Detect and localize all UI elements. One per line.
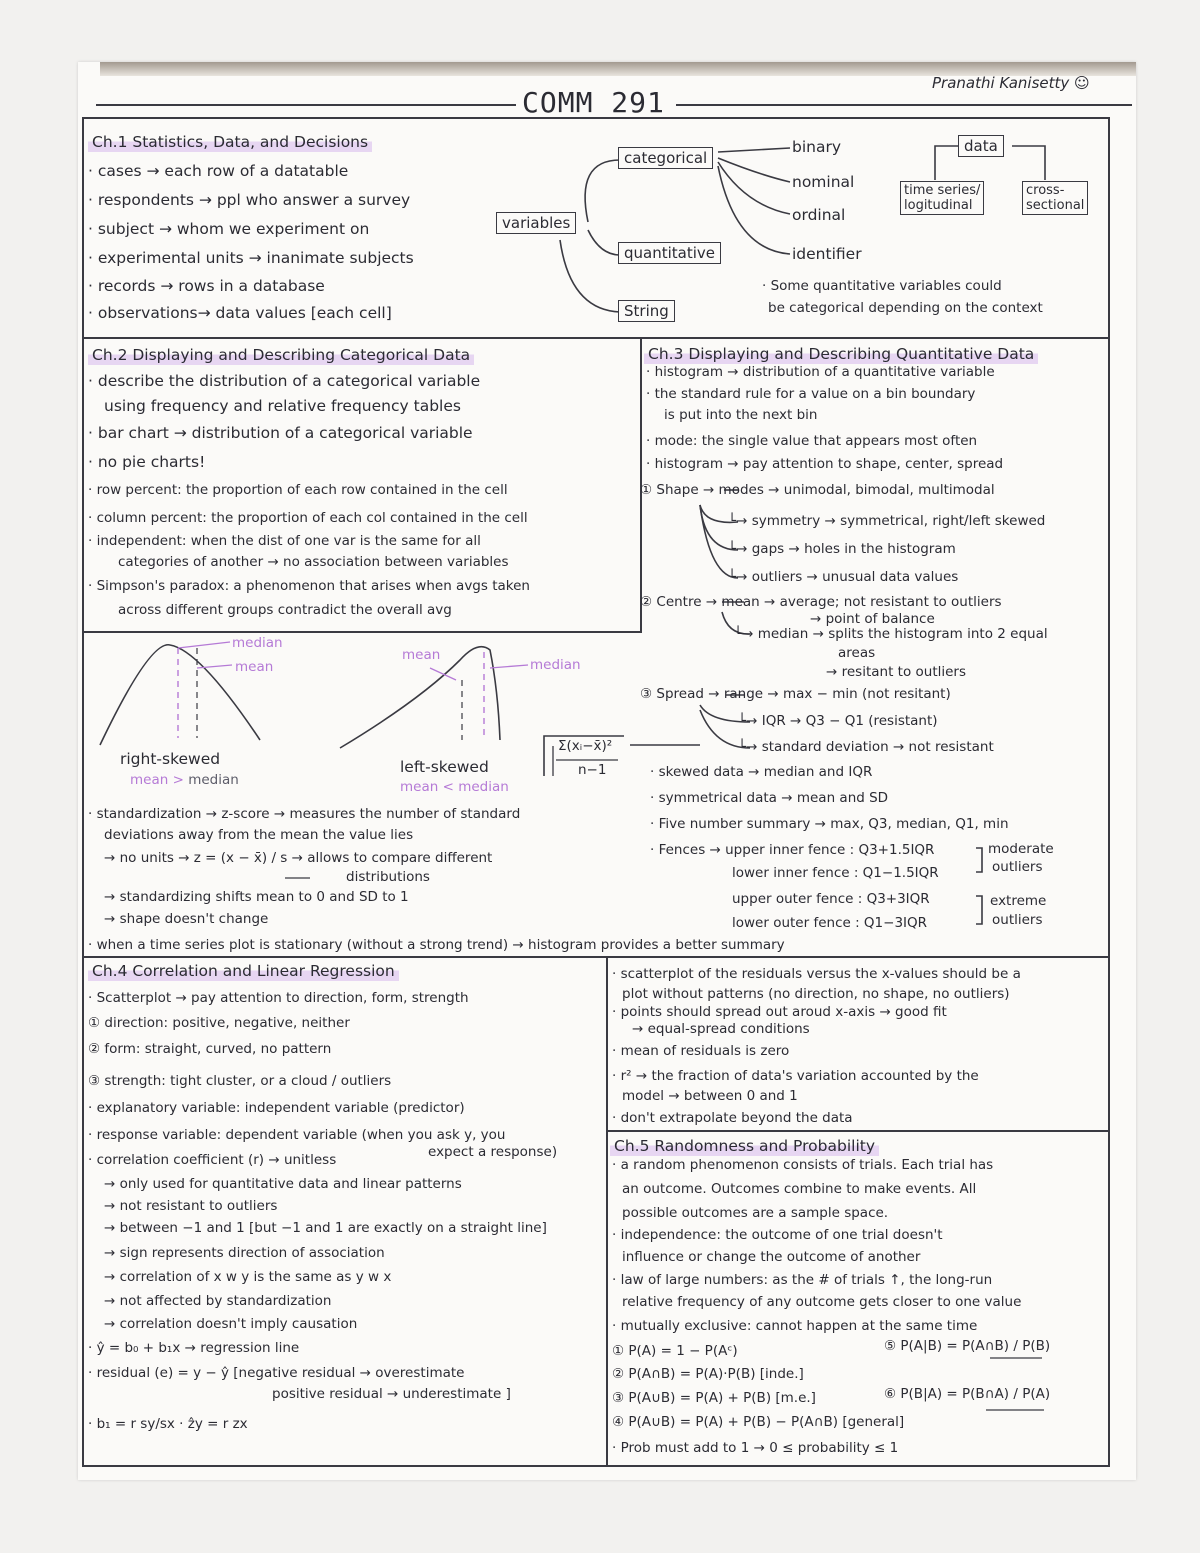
ch3-line: · the standard rule for a value on a bin boundary xyxy=(646,386,976,402)
ch4-right-line: · don't extrapolate beyond the data xyxy=(612,1110,853,1126)
ch1-title: Ch.1 Statistics, Data, and Decisions xyxy=(88,133,372,152)
ch4-title: Ch.4 Correlation and Linear Regression xyxy=(88,962,399,981)
prob-rule-4: ④ P(A∪B) = P(A) + P(B) − P(A∩B) [general] xyxy=(612,1414,905,1430)
ch4-right-line: · mean of residuals is zero xyxy=(612,1043,790,1059)
ch4-line: → between −1 and 1 [but −1 and 1 are exactly on a straight line] xyxy=(104,1220,547,1236)
right-relation-a: mean > xyxy=(130,772,184,788)
ch3-line: └→ median → splits the histogram into 2 equal xyxy=(734,626,1048,642)
ch4-line: → not affected by standardization xyxy=(104,1293,332,1309)
ch5-line: · independence: the outcome of one trial doesn't xyxy=(612,1227,943,1243)
right-relation xyxy=(130,772,239,788)
ch5-line: an outcome. Outcomes combine to make events. All xyxy=(622,1181,977,1197)
right-skewed-label: right-skewed xyxy=(120,750,221,768)
std-line: distributions xyxy=(346,869,430,885)
std-line: → standardizing shifts mean to 0 and SD to 1 xyxy=(104,889,409,905)
ch4-line: expect a response) xyxy=(428,1144,558,1160)
course-title: COMM 291 xyxy=(522,86,665,119)
node-categorical: categorical xyxy=(618,147,713,169)
prob-rule-6: ⑥ P(B|A) = P(B∩A) / P(A) xyxy=(884,1386,1051,1402)
ch2-line: · independent: when the dist of one var is the same for all xyxy=(88,533,481,549)
ch4-line: → sign represents direction of association xyxy=(104,1245,385,1261)
left-relation-a: mean < xyxy=(400,779,454,795)
ch4-line: ② form: straight, curved, no pattern xyxy=(88,1041,332,1057)
std-line: · when a time series plot is stationary (without a strong trend) → histogram provides a better summary xyxy=(88,937,785,953)
ch5-line: · law of large numbers: as the # of trials ↑, the long-run xyxy=(612,1272,993,1288)
ch1-line: · experimental units → inanimate subjects xyxy=(88,249,414,267)
ch3-line: areas xyxy=(838,645,876,661)
ch4-line: · b₁ = r sy/sx · ẑy = r zx xyxy=(88,1416,248,1432)
prob-rule-1: ① P(A) = 1 − P(Aᶜ) xyxy=(612,1343,738,1359)
cross-line2: sectional xyxy=(1026,198,1085,213)
ch5-line: influence or change the outcome of another xyxy=(622,1249,921,1265)
ch3-line: → resitant to outliers xyxy=(826,664,966,680)
ch4-line: · correlation coefficient (r) → unitless xyxy=(88,1152,337,1168)
ch3-line: └→ IQR → Q3 − Q1 (resistant) xyxy=(738,713,938,729)
node-variables: variables xyxy=(496,212,576,234)
ch3-line: └→ symmetry → symmetrical, right/left skewed xyxy=(728,513,1046,529)
ch3-line: · Fences → upper inner fence : Q3+1.5IQR xyxy=(650,842,935,858)
ch2-line: · column percent: the proportion of each col contained in the cell xyxy=(88,510,528,526)
ch3-line: is put into the next bin xyxy=(664,407,818,423)
ch4-line: → correlation doesn't imply causation xyxy=(104,1316,358,1332)
ch3-line: ③ Spread → range → max − min (not resitant) xyxy=(640,686,951,702)
sd-formula-num: Σ(xᵢ−x̄)² xyxy=(558,738,613,754)
ch3-line: → point of balance xyxy=(810,611,935,627)
ch5-line: possible outcomes are a sample space. xyxy=(622,1205,889,1221)
type-binary: binary xyxy=(792,138,842,156)
prob-rule-range: · Prob must add to 1 → 0 ≤ probability ≤ 1 xyxy=(612,1440,899,1456)
ch3-line: lower outer fence : Q1−3IQR xyxy=(732,915,928,931)
ch4-right-line: · scatterplot of the residuals versus the x-values should be a xyxy=(612,966,1021,982)
left-relation-b: median xyxy=(458,779,509,795)
time-series-line1: time series/ xyxy=(904,183,981,198)
ch3-line: upper outer fence : Q3+3IQR xyxy=(732,891,930,907)
ch1-line: · subject → whom we experiment on xyxy=(88,220,370,238)
ch3-line: ② Centre → mean → average; not resistant to outliers xyxy=(640,594,1002,610)
std-line: deviations away from the mean the value lies xyxy=(104,827,414,843)
ch3-line: · symmetrical data → mean and SD xyxy=(650,790,889,806)
prob-rule-2: ② P(A∩B) = P(A)·P(B) [inde.] xyxy=(612,1366,804,1382)
ch4-line: ③ strength: tight cluster, or a cloud / outliers xyxy=(88,1073,392,1089)
median-label-left: median xyxy=(530,657,581,673)
fence-note: outliers xyxy=(992,859,1043,875)
std-line: → no units → z = (x − x̄) / s → allows to compare different xyxy=(104,850,493,866)
ch4-right-line: plot without patterns (no direction, no shape, no outliers) xyxy=(622,986,1010,1002)
fence-note: moderate xyxy=(988,841,1054,857)
node-cross-sectional xyxy=(1022,181,1088,215)
ch4-line: · Scatterplot → pay attention to direction, form, strength xyxy=(88,990,469,1006)
ch2-line: · no pie charts! xyxy=(88,453,206,471)
ch3-line: lower inner fence : Q1−1.5IQR xyxy=(732,865,939,881)
ch2-line: · Simpson's paradox: a phenomenon that arises when avgs taken xyxy=(88,578,530,594)
mean-label-right: mean xyxy=(235,659,274,675)
ch4-line: ① direction: positive, negative, neither xyxy=(88,1015,350,1031)
sd-formula-den: n−1 xyxy=(578,762,607,778)
node-quantitative: quantitative xyxy=(618,242,721,264)
median-label-right: median xyxy=(232,635,283,651)
ch3-line: · histogram → pay attention to shape, center, spread xyxy=(646,456,1004,472)
ch3-line: └→ standard deviation → not resistant xyxy=(738,739,994,755)
std-line: · standardization → z-score → measures the number of standard xyxy=(88,806,521,822)
left-skewed-label: left-skewed xyxy=(400,758,489,776)
ch4-right-line: → equal-spread conditions xyxy=(632,1021,810,1037)
ch2-line: · describe the distribution of a categorical variable xyxy=(88,372,481,390)
ch4-right-line: · r² → the fraction of data's variation accounted by the xyxy=(612,1068,979,1084)
ch4-line: · explanatory variable: independent variable (predictor) xyxy=(88,1100,465,1116)
ch4-line: → not resistant to outliers xyxy=(104,1198,278,1214)
fence-note: extreme xyxy=(990,893,1047,909)
node-string: String xyxy=(618,300,675,322)
ch1-line: · observations→ data values [each cell] xyxy=(88,304,392,322)
cross-line1: cross- xyxy=(1026,183,1065,198)
ch2-line: categories of another → no association between variables xyxy=(118,554,509,570)
ch1-note: · Some quantitative variables could xyxy=(762,278,1002,294)
ch2-title: Ch.2 Displaying and Describing Categorical Data xyxy=(88,346,474,365)
prob-rule-3: ③ P(A∪B) = P(A) + P(B) [m.e.] xyxy=(612,1390,816,1406)
ch4-right-line: model → between 0 and 1 xyxy=(622,1088,798,1104)
ch3-line: └→ gaps → holes in the histogram xyxy=(728,541,956,557)
ch1-line: · respondents → ppl who answer a survey xyxy=(88,191,411,209)
ch5-title: Ch.5 Randomness and Probability xyxy=(610,1137,879,1156)
ch5-line: · a random phenomenon consists of trials. Each trial has xyxy=(612,1157,994,1173)
ch5-line: · mutually exclusive: cannot happen at the same time xyxy=(612,1318,978,1334)
ch3-line: · histogram → distribution of a quantitative variable xyxy=(646,364,995,380)
ch5-line: relative frequency of any outcome gets closer to one value xyxy=(622,1294,1022,1310)
type-nominal: nominal xyxy=(792,173,855,191)
ch3-line: ① Shape → modes → unimodal, bimodal, multimodal xyxy=(640,482,995,498)
std-line: → shape doesn't change xyxy=(104,911,269,927)
ch4-line: → only used for quantitative data and linear patterns xyxy=(104,1176,462,1192)
author-name: Pranathi Kanisetty ☺ xyxy=(932,74,1090,92)
fence-note: outliers xyxy=(992,912,1043,928)
type-identifier: identifier xyxy=(792,245,862,263)
ch4-line: · residual (e) = y − ŷ [negative residual → overestimate xyxy=(88,1365,465,1381)
mean-label-left: mean xyxy=(402,647,441,663)
prob-rule-5: ⑤ P(A|B) = P(A∩B) / P(B) xyxy=(884,1338,1051,1354)
ch4-line: · ŷ = b₀ + b₁x → regression line xyxy=(88,1340,300,1356)
node-time-series xyxy=(900,181,984,215)
ch1-line: · cases → each row of a datatable xyxy=(88,162,349,180)
ch3-line: · mode: the single value that appears most often xyxy=(646,433,978,449)
ch4-right-line: · points should spread out aroud x-axis → good fit xyxy=(612,1004,947,1020)
right-relation-b: median xyxy=(188,772,239,788)
ch4-line: → correlation of x w y is the same as y w x xyxy=(104,1269,392,1285)
ch3-line: · skewed data → median and IQR xyxy=(650,764,873,780)
ch1-line: · records → rows in a database xyxy=(88,277,325,295)
ch2-line: · bar chart → distribution of a categorical variable xyxy=(88,424,473,442)
left-relation xyxy=(400,779,509,795)
ch3-title: Ch.3 Displaying and Describing Quantitative Data xyxy=(644,345,1038,364)
time-series-line2: logitudinal xyxy=(904,198,973,213)
type-ordinal: ordinal xyxy=(792,206,846,224)
ch4-line: · response variable: dependent variable (when you ask y, you xyxy=(88,1127,506,1143)
ch3-line: · Five number summary → max, Q3, median, Q1, min xyxy=(650,816,1009,832)
ch1-note: be categorical depending on the context xyxy=(768,300,1043,316)
ch2-line: using frequency and relative frequency tables xyxy=(104,397,461,415)
ch3-line: └→ outliers → unusual data values xyxy=(728,569,959,585)
ch2-line: across different groups contradict the overall avg xyxy=(118,602,452,618)
node-data: data xyxy=(958,135,1004,157)
ch4-line: positive residual → underestimate ] xyxy=(272,1386,511,1402)
ch2-line: · row percent: the proportion of each row contained in the cell xyxy=(88,482,508,498)
